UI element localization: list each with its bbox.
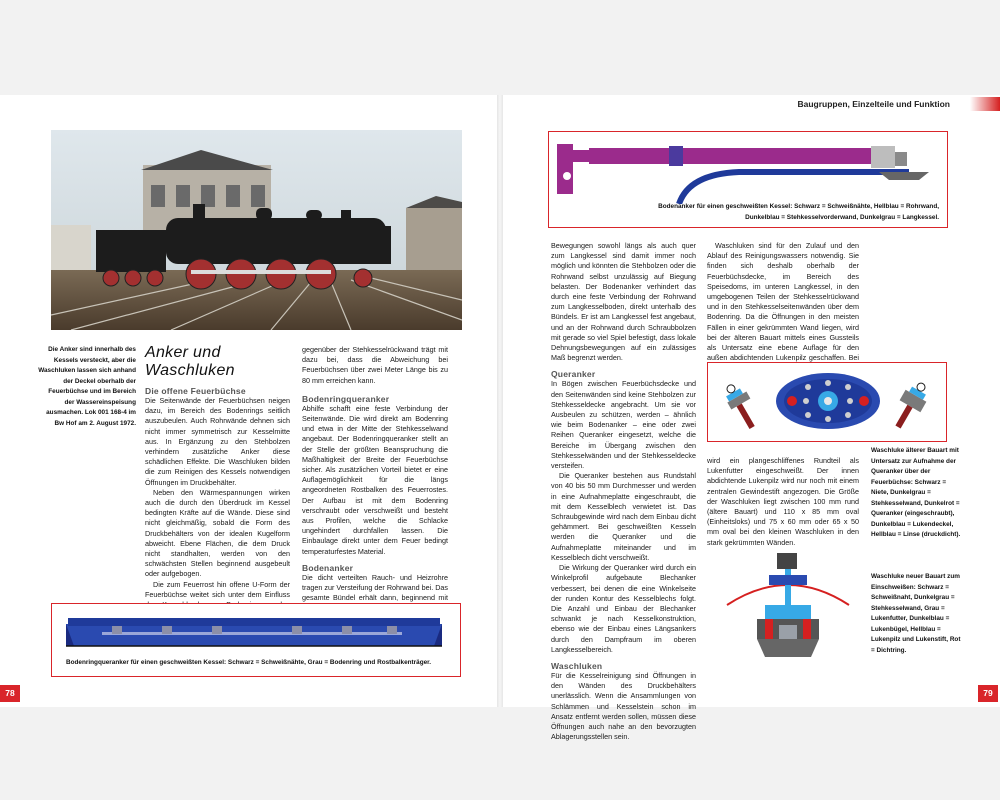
left-column-2: [302, 345, 448, 634]
paragraph: gegenüber der Stehkesselrückwand trägt mit dazu bei, dass die Abweichung bei Feuerbüchsen über zwei Meter Länge bis zu 80 mm erreichen kann.: [302, 345, 448, 385]
subheading-bodenringqueranker: Bodenringqueranker: [302, 393, 390, 404]
waschluke-aeltere-diagram: [708, 363, 946, 441]
left-column-1: [145, 344, 290, 631]
right-column-1: [551, 241, 696, 742]
bodenringqueranker-figure: [51, 603, 461, 677]
top-margin: [0, 0, 1000, 95]
side-caption-1: Waschluke älterer Bauart mit Untersatz zur Aufnahme der Queranker über der Feuerbüchse: Schwarz = Niete, Dunkelgrau = Stehkesselwand, Dunkelrot = Queranker (eingeschraubt), Dunkelblau = Lukendeckel, Hellblau = Linse (druckdicht).: [871, 447, 961, 538]
right-column-2-bottom: [707, 456, 859, 548]
subheading-offene-feuerbuechse: Die offene Feuerbüchse: [145, 386, 246, 396]
right-column-2-top: [707, 241, 859, 374]
paragraph: Die Queranker bestehen aus Rundstahl von 40 bis 50 mm Durchmesser und werden in eine Aufnahmeplatte eingeschraubt, die mit dem Kesselblech verwietet ist. Das Schraubgewinde wird nach dem Einbau dicht gehämmert. Bei geschweißten Kesseln werden die Queranker und die Aufnahmeplatte miteinander und im Kesselblech dicht verschweißt.: [551, 471, 696, 562]
bottom-margin: [0, 707, 1000, 800]
paragraph: Für die Kesselreinigung sind Öffnungen in den Wänden des Druckbehälters unerlässlich. Wenn die Ansammlungen von Schlämmen und Kesselstein schon im Ansatz entfernt werden sollen, müssen diese Öffnungen auch nahe an den bevorzugten Ablagerungsstellen sein.: [551, 670, 696, 742]
figure-caption: Bodenringqueranker für einen geschweißten Kessel: Schwarz = Schweißnähte, Grau = Bodenring und Rostbalkenträger.: [66, 659, 432, 666]
side-caption-2: Waschluke neuer Bauart zum Einschweißen: Schwarz = Schweißnaht, Dunkelgrau = Stehkesselwand, Grau = Lukenfutter, Dunkelblau = Lukenbügel, Hellblau = Lukenpilz und Lukenstift, Rot = Dichtring.: [871, 573, 961, 654]
subheading-waschluken: Waschluken: [551, 660, 603, 671]
running-header: Baugruppen, Einzelteile und Funktion: [797, 99, 950, 109]
bodenringqueranker-diagram: [52, 608, 460, 654]
subheading-queranker: Queranker: [551, 369, 596, 380]
paragraph: Waschluken sind für den Zulauf und den Ablauf des Reinigungswassers notwendig. Sie finden sich deshalb oberhalb der Feuerbüchsdecke, im Bereich des Speisedoms, im unteren Langkessel, in den umgebogenen Teilen der Stehkesselrückwand und in den Stehkesselseitenwänden über dem Bodenring. Da die Öffnungen in den meisten Fällen in einer gekrümmten Wand liegen, wird bei der älteren Bauart mittels eines Gussteils als Untersatz eine ebene Auflage für den außen abdichtenden Lukenpilz geschaffen. Bei: [707, 241, 859, 363]
paragraph: Neben den Wärmespannungen wirken auch die durch den Überdruck im Kessel bedingten Kräfte auf die Wände. Diese sind nicht gleichmäßig, sobald die Form des Druckbehälters von der idealen Kugelform abweicht. Ebene Flächen, die dem Druck nicht standhalten, werden von den schwächsten Stellen beginnend ausgebeult oder aufgebogen.: [145, 487, 290, 579]
waschluke-neuere-diagram: [707, 545, 869, 685]
paragraph: Abhilfe schafft eine feste Verbindung der Seitenwände. Die wird direkt am Bodenring und etwa in der Mitte der Stehkesselwand angebaut. Der Bodenringqueranker stellt an der Stelle der größten Beanspruchung die Maßhaltigkeit der Breite der Feuerbüchse sicher. Als zusätzlichen Vorteil bietet er eine Auflagemöglichkeit für die längs angeordneten Rostbalken des Feuerrostes. Der Aufbau ist mit dem Bodenring verschraubt oder verschweißt und besteht aus Profilen, welche die Schlacke ungehindert durchfallen lassen. Die Einbaulage direkt unter dem Feuer bedingt temperaturfestes Material.: [302, 403, 448, 556]
waschluke-aeltere-figure: [707, 362, 947, 442]
paragraph: wird ein plangeschliffenes Rundteil als Lukenfutter eingeschweißt. Der innen abdichtende Lukenpilz wird nur noch mit einem zentralen Gewindestift angezogen. Die Größe der Waschluken liegt zwischen 100 mm rund (ältere Bauart) und 110 x 85 mm oval (Einheitsloks) und 75 x 60 mm oder 65 x 50 mm oval bei den kleinen Waschluken in den stark gekrümmten Wänden.: [707, 456, 859, 547]
article-title: Anker und Waschluken: [145, 344, 235, 379]
bodenanker-figure: [548, 131, 948, 228]
paragraph: Die zum Feuerrost hin offene U-Form der Feuerbüchse weitet sich unter dem Einfluss: [145, 579, 290, 599]
book-gutter: [497, 95, 503, 707]
locomotive-photo: [51, 130, 462, 330]
bodenanker-diagram: [549, 132, 947, 204]
paragraph: Bewegungen sowohl längs als auch quer zum Langkessel sind damit immer noch möglich und könnten die Stehbolzen oder die Rohrwand selbst unzulässig auf Biegung belasten. Der Bodenanker verhindert das durch eine feste Verbindung der Rohrwand zum Langkesselboden, direkt unterhalb des Bündels. Er ist am Langkessel fest angebaut, und an der Rohrwand durch Schraubbolzen mit gerade so viel Spiel befestigt, dass lokale Dehnungsbewegungen auf ein zulässiges Maß begrenzt werden.: [551, 241, 696, 363]
paragraph: In Bögen zwischen Feuerbüchsdecke und den Seitenwänden sind keine Stehbolzen zur Stehkesseldecke angebracht. Um sie vor Ausbeulen zu schützen, werden – ähnlich wie beim Bodenanker – eine oder zwei Reihen Queranker eingesetzt, welche die Bereiche im Übergang zwischen den Stehkesselwänden und der Stehkesseldecke versteifen.: [551, 379, 696, 471]
paragraph: Die Wirkung der Queranker wird durch ein Winkelprofil aufgebaute Blechanker verbessert, bei denen die eine Winkelseite der runden Kontur des Kesselblechs folgt. Die Anzahl und Einbau der Blechanker schwankt je nach Kesselkonstruktion, ebenso wie der Einbau eines Längsankers durch den Dampfraum im oberen Langkesselbereich.: [551, 563, 696, 654]
paragraph: Die dicht verteilten Rauch- und Heizrohre tragen zur Versteifung der Rohrwand bei. Das gesamte Bündel erhält dann, beginnend mit: [302, 572, 448, 603]
page-number-right: 79: [978, 685, 998, 702]
subheading-bodenanker: Bodenanker: [302, 562, 354, 573]
paragraph: Die Seitenwände der Feuerbüchsen neigen dazu, im Bereich des Bodenrings seitlich auszubeulen. Auch Rohrwände dehnen sich nicht immer symmetrisch zur Kesselmitte aus. In Ergänzung zu den Stehbolzen verhindern zusätzliche Anker diese schädlichen Effekte. Die Waschluken bilden die zum Reinigen des Kessels notwendigen Öffnungen im Druckbehälter.: [145, 396, 290, 487]
figure-caption: Bodenanker für einen geschweißten Kessel: Schwarz = Schweißnähte, Hellblau = Rohrwand, Dunkelblau = Stehkesselvorderwand, Dunkelgrau = Langkessel.: [658, 203, 939, 221]
header-accent-bar: [970, 97, 1000, 111]
page-number-left: 78: [0, 685, 20, 702]
photo-caption: Die Anker sind innerhalb des Kessels versteckt, aber die Waschluken lassen sich anhand der Deckel oberhalb der Feuerbüchse und im Bereich der Wassereinspeisung ausmachen. Lok 001 168-4 im Bw Hof am 2. August 1972.: [38, 346, 136, 427]
